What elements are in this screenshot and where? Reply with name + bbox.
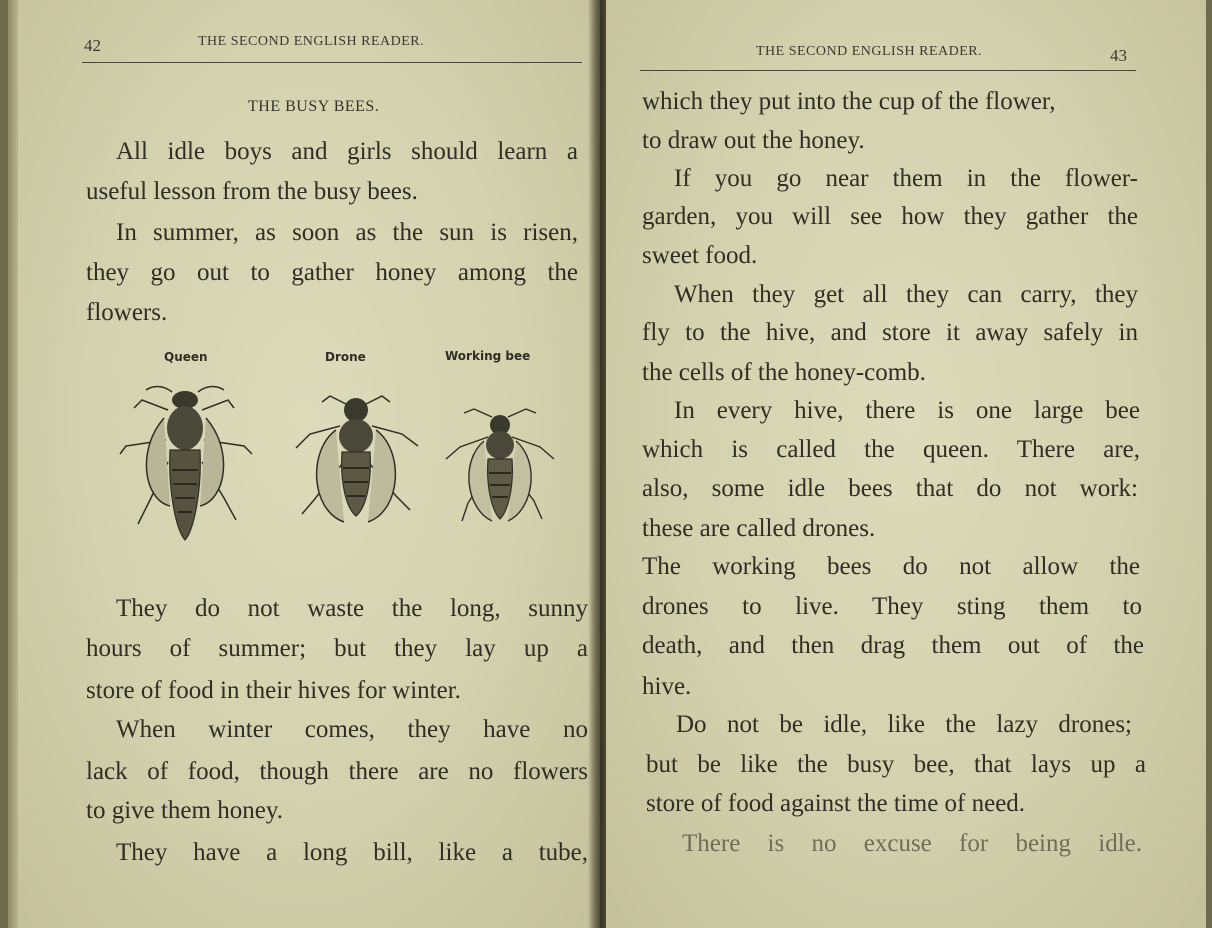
queen-bee-icon (112, 380, 262, 545)
running-head-right: THE SECOND ENGLISH READER. (756, 44, 983, 59)
drone-bee-icon (284, 390, 429, 535)
page-edge (8, 0, 18, 928)
text-line: to draw out the honey. (642, 127, 865, 154)
caption-queen: Queen (164, 350, 208, 364)
working-bee-icon (438, 405, 563, 535)
text-line: They do not waste the long, sunny (116, 595, 588, 622)
text-line: but be like the busy bee, that lays up a (646, 751, 1146, 778)
text-line: They have a long bill, like a tube, (116, 839, 588, 866)
text-line: When they get all they can carry, they (674, 281, 1138, 308)
text-line: the cells of the honey-comb. (642, 359, 926, 386)
text-line: they go out to gather honey among the (86, 259, 578, 286)
text-line: store of food against the time of need. (646, 790, 1026, 817)
running-head-left: THE SECOND ENGLISH READER. (198, 34, 425, 49)
text-line: fly to the hive, and store it away safely in (642, 319, 1138, 346)
text-line: hive. (642, 673, 692, 700)
chapter-title: THE BUSY BEES. (248, 98, 380, 115)
header-rule-left (82, 62, 582, 63)
text-line: sweet food. (642, 242, 758, 269)
text-line: When winter comes, they have no (116, 716, 588, 743)
text-line: lack of food, though there are no flowers (86, 758, 588, 785)
text-line: drones to live. They sting them to (642, 593, 1142, 620)
text-line: Do not be idle, like the lazy drones; (676, 711, 1132, 738)
text-line: death, and then drag them out of the (642, 632, 1144, 659)
text-line: these are called drones. (642, 515, 876, 542)
text-line: garden, you will see how they gather the (642, 203, 1138, 230)
text-line: flowers. (86, 299, 168, 326)
right-page (606, 0, 1206, 928)
header-rule-right (640, 70, 1136, 71)
text-line: There is no excuse for being idle. (682, 830, 1142, 857)
text-line: The working bees do not allow the (642, 553, 1140, 580)
text-line: All idle boys and girls should learn a (116, 138, 578, 165)
text-line: hours of summer; but they lay up a (86, 635, 588, 662)
left-page (8, 0, 600, 928)
page-number-right: 43 (1110, 46, 1127, 65)
caption-drone: Drone (325, 350, 366, 364)
text-line: In every hive, there is one large bee (674, 397, 1140, 424)
text-line: also, some idle bees that do not work: (642, 475, 1138, 502)
text-line: to give them honey. (86, 797, 283, 824)
text-line: If you go near them in the flower- (674, 165, 1138, 192)
page-number-left: 42 (84, 36, 101, 55)
text-line: In summer, as soon as the sun is risen, (116, 219, 578, 246)
text-line: which is called the queen. There are, (642, 436, 1140, 463)
text-line: store of food in their hives for winter. (86, 677, 461, 704)
text-line: useful lesson from the busy bees. (86, 178, 418, 205)
caption-working-bee: Working bee (445, 349, 531, 363)
text-line: which they put into the cup of the flower, (642, 88, 1056, 115)
